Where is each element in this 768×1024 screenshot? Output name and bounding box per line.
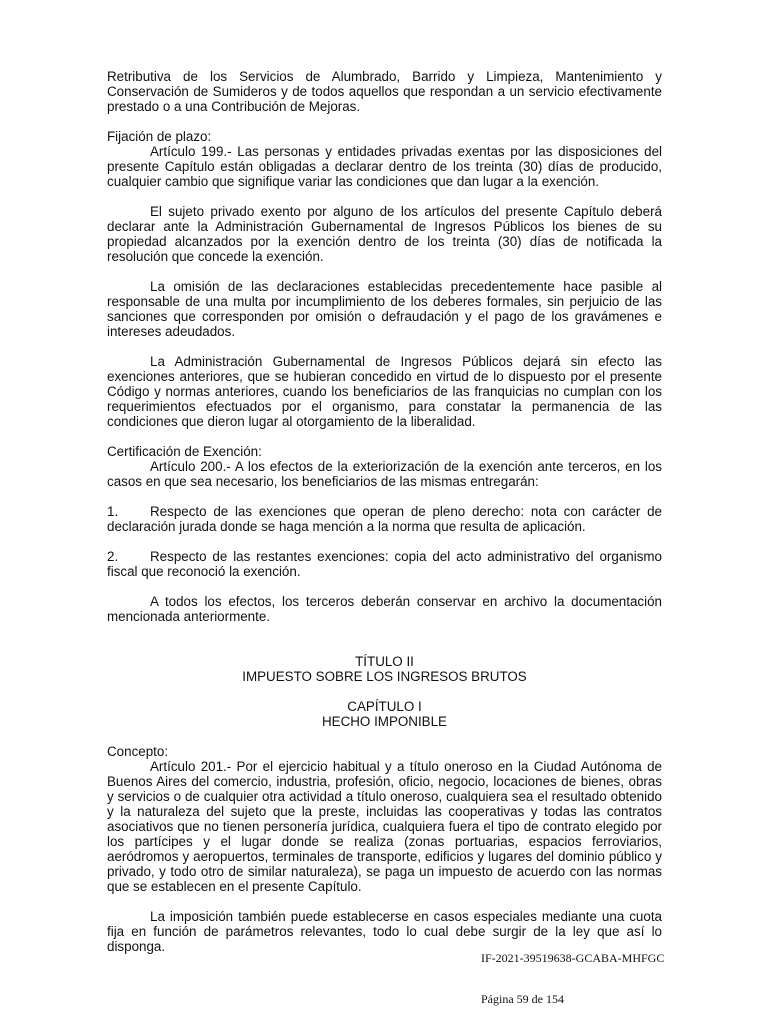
label-fijacion-plazo: Fijación de plazo:	[107, 129, 212, 144]
capitulo-name: HECHO IMPONIBLE	[321, 714, 447, 729]
paragraph-omision: La omisión de las declaraciones establecidas precedentemente hace pasible al responsable de una multa por incumplimiento de los deberes formales, sin perjuicio de las sanciones que corresponden por omisión o defraudación y el pago de los gravámenes e intereses adeudados.	[107, 279, 662, 339]
paragraph-sujeto-exento: El sujeto privado exento por alguno de los artículos del presente Capítulo deberá declarar ante la Administración Gubernamental de Ingresos Públicos los bienes de su propiedad alcanzados por la exención dentro de los treinta (30) días de notificada la resolución que concede la exención.	[107, 204, 662, 264]
paragraph-imposicion: La imposición también puede establecerse en casos especiales mediante una cuota fija en función de parámetros relevantes, todo lo cual debe surgir de la ley que así lo disponga.	[107, 909, 662, 954]
label-concepto: Concepto:	[107, 744, 169, 759]
article-199: Artículo 199.- Las personas y entidades privadas exentas por las disposiciones del presente Capítulo están obligadas a declarar dentro de los treinta (30) días de producido, cualquier cambio que signifique variar las condiciones que dan lugar a la exención.	[107, 144, 662, 189]
page-number: Página 59 de 154	[481, 992, 564, 1006]
titulo-name: IMPUESTO SOBRE LOS INGRESOS BRUTOS	[242, 669, 527, 684]
list-item-1	[107, 504, 662, 534]
paragraph-terceros: A todos los efectos, los terceros deberán conservar en archivo la documentación mencionada anteriormente.	[107, 594, 662, 624]
list-item-2	[107, 549, 662, 579]
paragraph-agip: La Administración Gubernamental de Ingresos Públicos dejará sin efecto las exenciones anteriores, que se hubieran concedido en virtud de lo dispuesto por el presente Código y normas anteriores, cuando los beneficiarios de las franquicias no cumplan con los requerimientos efectuados por el organismo, para constatar la permanencia de las condiciones que dieron lugar al otorgamiento de la liberalidad.	[107, 354, 662, 429]
article-200: Artículo 200.- A los efectos de la exteriorización de la exención ante terceros, en los casos en que sea necesario, los beneficiarios de las mismas entregarán:	[107, 459, 662, 489]
list-item-2-text: Respecto de las restantes exenciones: copia del acto administrativo del organismo fiscal que reconoció la exención.	[107, 549, 662, 579]
document-id: IF-2021-39519638-GCABA-MHFGC	[481, 951, 665, 965]
article-201: Artículo 201.- Por el ejercicio habitual y a título oneroso en la Ciudad Autónoma de Buenos Aires del comercio, industria, profesión, oficio, negocio, locaciones de bienes, obras y servicios o de cualquier otra actividad a título oneroso, cualquiera sea el resultado obtenido y la naturaleza del sujeto que la preste, incluidas las cooperativas y todas las contratos asociativos que no tienen personería jurídica, cualquiera fuera el tipo de contrato elegido por los partícipes y el lugar donde se realiza (zonas portuarias, espacios ferroviarios, aeródromos y aeropuertos, terminales de transporte, edificios y lugares del dominio público y privado, y todo otro de similar naturaleza), se paga un impuesto de acuerdo con las normas que se establecen en el presente Capítulo.	[107, 759, 662, 894]
paragraph-intro: Retributiva de los Servicios de Alumbrado, Barrido y Limpieza, Mantenimiento y Conservación de Sumideros y de todos aquellos que respondan a un servicio efectivamente prestado o a una Contribución de Mejoras.	[107, 69, 662, 114]
list-item-1-text: Respecto de las exenciones que operan de pleno derecho: nota con carácter de declaración jurada donde se haga mención a la norma que resulta de aplicación.	[107, 504, 662, 534]
capitulo-heading: CAPÍTULO I	[347, 699, 422, 714]
titulo-heading: TÍTULO II	[355, 654, 414, 669]
list-item-2-number: 2.	[107, 549, 119, 564]
list-item-1-number: 1.	[107, 504, 119, 519]
document-body	[107, 69, 662, 954]
label-certificacion: Certificación de Exención:	[107, 444, 262, 459]
